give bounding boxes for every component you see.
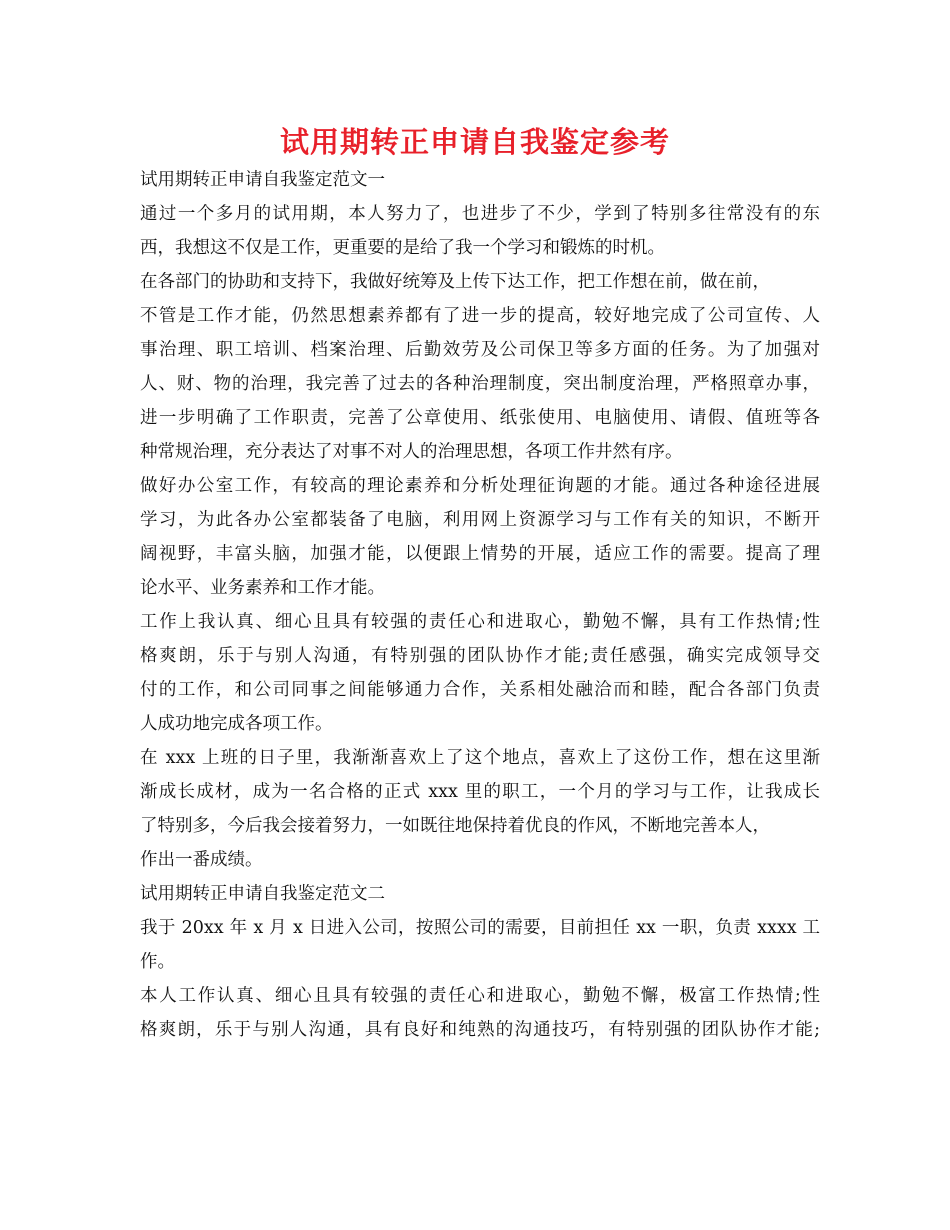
text-line: 格爽朗，乐于与别人沟通，具有良好和纯熟的沟通技巧，有特别强的团队协作才能; — [140, 1020, 820, 1040]
text-line: 做好办公室工作，有较高的理论素养和分析处理征询题的才能。通过各种途径进展 — [140, 476, 820, 496]
text-line: 进一步明确了工作职责，完善了公章使用、纸张使用、电脑使用、请假、值班等各 — [140, 408, 820, 428]
document-title: 试用期转正申请自我鉴定参考 — [279, 125, 670, 159]
text-line: 通过一个多月的试用期，本人努力了，也进步了不少，学到了特别多往常没有的东 — [140, 204, 820, 224]
text-line: 我于 20xx 年 x 月 x 日进入公司，按照公司的需要，目前担任 xx 一职，负责 xxxx 工 — [140, 918, 820, 938]
text-line: 渐成长成材，成为一名合格的正式 xxx 里的职工，一个月的学习与工作，让我成长 — [140, 782, 820, 802]
text-line: 试用期转正申请自我鉴定范文二 — [140, 884, 385, 904]
text-line: 格爽朗，乐于与别人沟通，有特别强的团队协作才能;责任感强，确实完成领导交 — [140, 646, 820, 666]
text-line: 工作上我认真、细心且具有较强的责任心和进取心，勤勉不懈，具有工作热情;性 — [140, 612, 820, 632]
text-line: 学习，为此各办公室都装备了电脑，利用网上资源学习与工作有关的知识，不断开 — [140, 510, 820, 530]
text-line: 阔视野，丰富头脑，加强才能，以便跟上情势的开展，适应工作的需要。提高了理 — [140, 544, 820, 564]
text-line: 作。 — [140, 952, 175, 972]
text-line: 人、财、物的治理，我完善了过去的各种治理制度，突出制度治理，严格照章办事， — [140, 374, 820, 394]
text-line: 付的工作，和公司同事之间能够通力合作，关系相处融洽而和睦，配合各部门负责 — [140, 680, 820, 700]
text-line: 本人工作认真、细心且具有较强的责任心和进取心，勤勉不懈，极富工作热情;性 — [140, 986, 820, 1006]
text-line: 作出一番成绩。 — [140, 850, 263, 870]
text-line: 在各部门的协助和支持下，我做好统筹及上传下达工作，把工作想在前，做在前， — [140, 272, 770, 292]
text-line: 事治理、职工培训、档案治理、后勤效劳及公司保卫等多方面的任务。为了加强对 — [140, 340, 820, 360]
text-line: 西，我想这不仅是工作，更重要的是给了我一个学习和锻炼的时机。 — [140, 238, 665, 258]
text-line: 不管是工作才能，仍然思想素养都有了进一步的提高，较好地完成了公司宣传、人 — [140, 306, 820, 326]
text-line: 论水平、业务素养和工作才能。 — [140, 578, 385, 598]
document-body — [140, 163, 820, 1047]
text-line: 种常规治理，充分表达了对事不对人的治理思想，各项工作井然有序。 — [140, 442, 683, 462]
text-line: 在 xxx 上班的日子里，我渐渐喜欢上了这个地点，喜欢上了这份工作，想在这里渐 — [140, 748, 820, 768]
text-line: 了特别多，今后我会接着努力，一如既往地保持着优良的作风，不断地完善本人， — [140, 816, 770, 836]
text-line: 人成功地完成各项工作。 — [140, 714, 333, 734]
text-line: 试用期转正申请自我鉴定范文一 — [140, 170, 385, 190]
